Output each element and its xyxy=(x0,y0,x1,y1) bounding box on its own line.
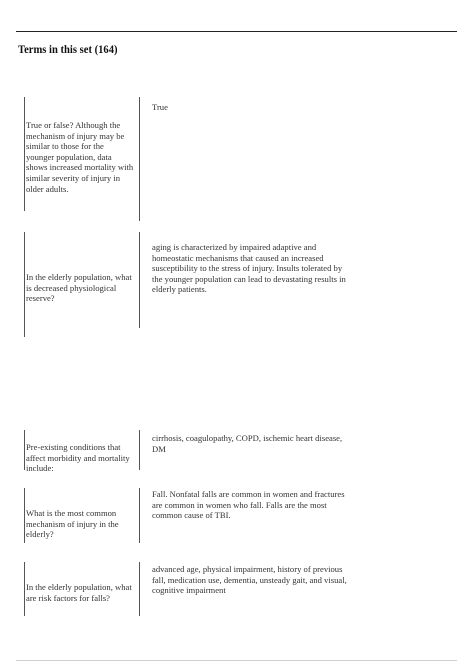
terms-count-heading: Terms in this set (164) xyxy=(18,44,118,56)
card-definition: True xyxy=(152,102,168,112)
card-term: In the elderly population, what is decreased physiological reserve? xyxy=(26,272,132,304)
column-separator xyxy=(139,232,140,328)
card-term: Pre-existing conditions that affect morbidity and mortality include: xyxy=(26,442,130,474)
column-separator xyxy=(139,488,140,543)
card-left-border xyxy=(24,562,25,616)
card-definition: Fall. Nonfatal falls are common in women and fractures are common in women who fall. Falls are the most common cause of TBI. xyxy=(152,489,345,521)
column-separator xyxy=(139,562,140,616)
card-left-border xyxy=(24,430,25,470)
card-term: True or false? Although the mechanism of injury may be similar to those for the younger population, data shows increased mortality with similar severity of injury in older adults. xyxy=(26,120,134,194)
card-left-border xyxy=(24,97,25,211)
card-term: In the elderly population, what are risk factors for falls? xyxy=(26,582,132,603)
card-definition: aging is characterized by impaired adaptive and homeostatic mechanisms that caused an increased susceptibility to the stress of injury. Insults tolerated by the younger population can lead to devastating results in elderly patients. xyxy=(152,242,346,295)
card-left-border xyxy=(24,232,25,337)
card-definition: advanced age, physical impairment, history of previous fall, medication use, dementia, unsteady gait, and visual, cognitive impairment xyxy=(152,564,347,596)
column-separator xyxy=(139,430,140,470)
top-divider xyxy=(16,31,457,32)
column-separator xyxy=(139,97,140,221)
card-left-border xyxy=(24,488,25,543)
card-term: What is the most common mechanism of injury in the elderly? xyxy=(26,508,119,540)
card-definition: cirrhosis, coagulopathy, COPD, ischemic heart disease, DM xyxy=(152,433,343,454)
bottom-divider xyxy=(16,660,457,661)
